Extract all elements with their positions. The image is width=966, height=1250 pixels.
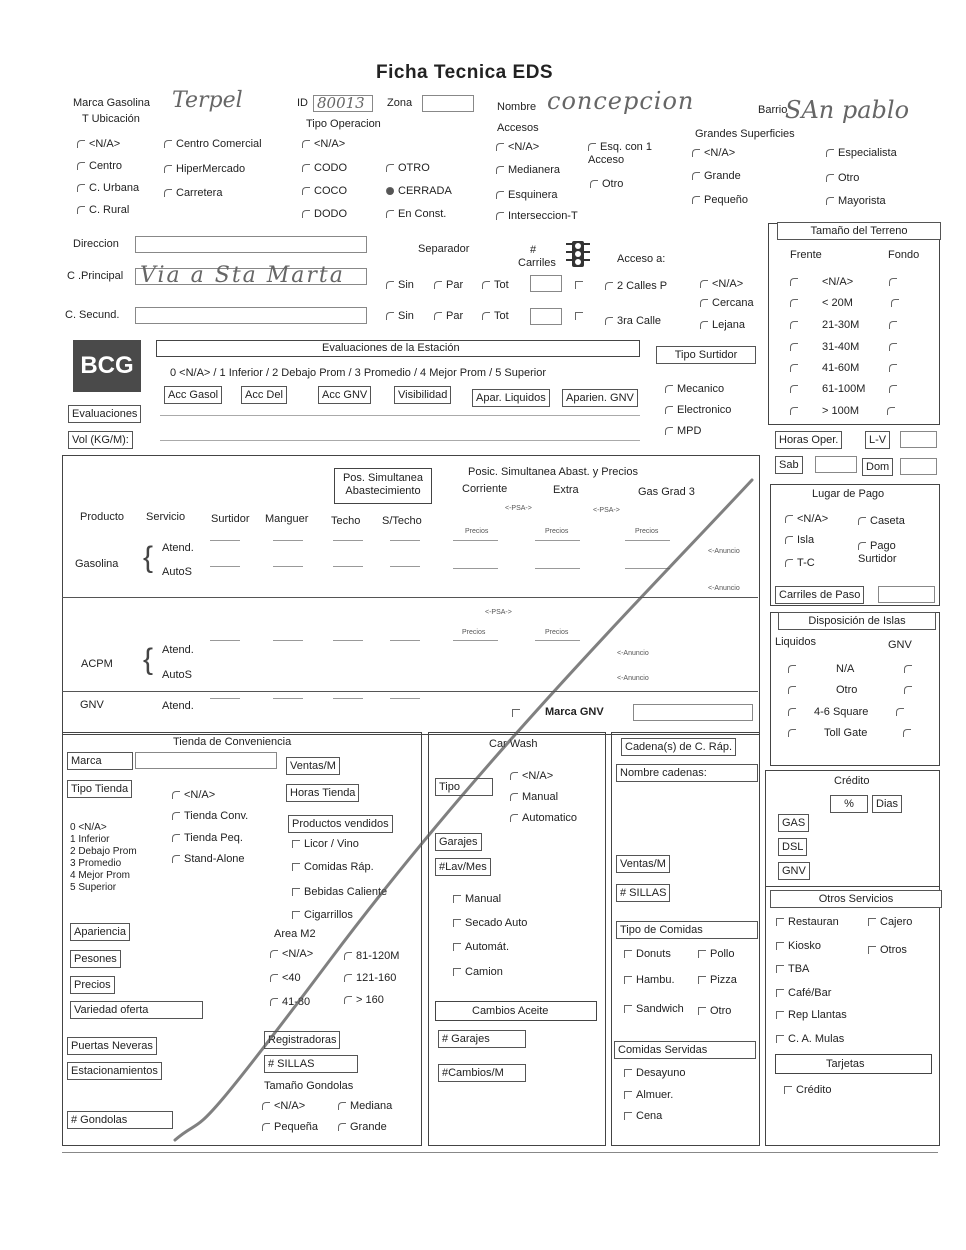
- eval-neveras: Puertas Neveras: [67, 1037, 157, 1055]
- area-label: Area M2: [274, 928, 316, 940]
- grid-stub: [333, 698, 363, 699]
- pos-precios-label: Posic. Simultanea Abast. y Precios: [468, 466, 638, 478]
- horas-label: Horas Oper.: [775, 431, 842, 449]
- carwash-opt-camion[interactable]: Camion: [453, 966, 503, 979]
- disp-row-0[interactable]: N/A: [788, 663, 916, 676]
- acceso-a-label: Acceso a:: [617, 253, 666, 265]
- terreno-row-3[interactable]: 31-40M: [790, 341, 901, 354]
- eval-line-1: [160, 415, 640, 416]
- grid-stub: [453, 540, 498, 541]
- principal-tot[interactable]: Tot: [482, 279, 509, 292]
- terreno-title: Tamaño del Terreno: [777, 222, 941, 240]
- eval-row-vol: Vol (KG/M):: [68, 431, 133, 449]
- grid-stub: [625, 568, 670, 569]
- eval-gondolas: # Gondolas: [67, 1111, 173, 1129]
- gondola-mediana[interactable]: Mediana: [338, 1100, 392, 1113]
- area-na[interactable]: <N/A>: [270, 948, 313, 961]
- acpm-autos: AutoS: [162, 669, 192, 681]
- id-label: ID: [297, 97, 308, 109]
- pos-sim-label: Pos. Simultanea Abastecimiento: [342, 472, 424, 497]
- marca-value[interactable]: Terpel: [172, 88, 243, 113]
- secund-sin[interactable]: Sin: [386, 310, 414, 323]
- sup-na[interactable]: <N/A>: [692, 147, 735, 160]
- tienda-tipo-conv[interactable]: Tienda Conv.: [172, 810, 248, 823]
- direccion-label: Direccion: [73, 238, 119, 250]
- grid-stub: [390, 640, 420, 641]
- grid-stub: [390, 698, 420, 699]
- servida-desayuno[interactable]: Desayuno: [624, 1067, 686, 1080]
- separador-label: Separador: [418, 243, 470, 255]
- acc-esq1[interactable]: Esq. con 1 Acceso: [588, 141, 652, 166]
- grid-stub: [210, 566, 240, 567]
- terreno-row-5[interactable]: 61-100M: [790, 383, 901, 396]
- credito-dsl: DSL: [778, 838, 807, 856]
- nombre-label: Nombre: [497, 101, 537, 113]
- surtidor-electronico[interactable]: Electronico: [665, 404, 731, 417]
- productos-sep2: [62, 691, 758, 692]
- grid-stub: [390, 540, 420, 541]
- carwash-title: Car Wash: [489, 738, 538, 750]
- traffic-light-icon: [565, 240, 591, 273]
- gnv-atend: Atend.: [162, 700, 194, 712]
- pago-surtidor[interactable]: Pago Surtidor: [858, 540, 897, 565]
- acpm-brace: {: [143, 643, 154, 676]
- ubicacion-rural[interactable]: C. Rural: [77, 204, 129, 217]
- calle3-opt[interactable]: 3ra Calle: [605, 315, 661, 328]
- secund-field[interactable]: [135, 307, 367, 324]
- grid-stub: [535, 640, 580, 641]
- pago-na[interactable]: <N/A>: [785, 513, 828, 526]
- comida-hambu[interactable]: Hambu.: [624, 974, 675, 987]
- prod-cigarrillos[interactable]: Cigarrillos: [292, 909, 353, 922]
- prod-bebidas[interactable]: Bebidas Caliente: [292, 886, 387, 899]
- acc-medianera[interactable]: Medianera: [496, 164, 560, 177]
- hdr-servicio: Servicio: [146, 511, 186, 523]
- marca-gnv-field[interactable]: [633, 704, 753, 721]
- cadenas-box: [611, 732, 760, 1146]
- area-gt160[interactable]: > 160: [344, 994, 384, 1007]
- grid-stub: [453, 568, 498, 569]
- eval-col-accgnv: Acc GNV: [318, 386, 371, 404]
- grid-stub: [333, 540, 363, 541]
- carwash-tipo: Tipo: [435, 778, 493, 796]
- comida-pollo[interactable]: Pollo: [698, 948, 734, 961]
- acceso-lejana[interactable]: Lejana: [700, 319, 745, 332]
- anuncio-4: <-Anuncio: [617, 675, 649, 682]
- gondola-grande[interactable]: Grande: [338, 1121, 387, 1134]
- ubicacion-urbana[interactable]: C. Urbana: [77, 182, 139, 195]
- area-40[interactable]: <40: [270, 972, 301, 985]
- comida-otro[interactable]: Otro: [698, 1005, 731, 1018]
- grid-stub: [453, 640, 498, 641]
- precios-5: Precios: [545, 629, 569, 636]
- acc-esquinera[interactable]: Esquinera: [496, 189, 558, 202]
- acceso-cercana[interactable]: Cercana: [700, 297, 754, 310]
- ubicacion-na[interactable]: <N/A>: [77, 138, 120, 151]
- ubicacion-hiper[interactable]: HiperMercado: [164, 163, 245, 176]
- ubicacion-centro[interactable]: Centro: [77, 160, 122, 173]
- extra-label: Extra: [553, 484, 579, 496]
- secund-par[interactable]: Par: [434, 310, 463, 323]
- otro-restauran[interactable]: Restauran: [776, 916, 839, 929]
- tienda-tipo-na[interactable]: <N/A>: [172, 789, 215, 802]
- area-80[interactable]: 41-80: [270, 996, 310, 1009]
- precios-1: Precios: [465, 528, 489, 535]
- eval-col-accgasol: Acc Gasol: [164, 386, 222, 404]
- tienda-productos: Productos vendidos: [288, 815, 393, 833]
- op-otro[interactable]: OTRO: [386, 162, 430, 175]
- grid-stub: [210, 698, 240, 699]
- acceso-na[interactable]: <N/A>: [700, 278, 743, 291]
- cadenas-nombre: Nombre cadenas:: [616, 764, 758, 782]
- grid-stub: [210, 640, 240, 641]
- precios-4: Precios: [462, 629, 486, 636]
- grid-stub: [273, 698, 303, 699]
- grid-stub: [535, 568, 580, 569]
- ubicacion-cc[interactable]: Centro Comercial: [164, 138, 262, 151]
- cadenas-servidas: Comidas Servidas: [614, 1041, 756, 1059]
- tienda-title: Tienda de Conveniencia: [173, 736, 292, 748]
- otro-cafe[interactable]: Café/Bar: [776, 987, 831, 1000]
- productos-sep1: [62, 597, 758, 598]
- eval-variedad: Variedad oferta: [70, 1001, 203, 1019]
- tienda-tipo-stand[interactable]: Stand-Alone: [172, 853, 245, 866]
- lugar-pago-title: Lugar de Pago: [812, 488, 885, 500]
- hdr-surtidor: Surtidor: [211, 513, 250, 525]
- carriles-paso-label: Carriles de Paso: [775, 586, 864, 604]
- hdr-producto: Producto: [80, 511, 125, 523]
- tienda-registradoras: Registradoras: [264, 1031, 340, 1049]
- frente-label: Frente: [790, 249, 822, 261]
- area-160[interactable]: 121-160: [344, 972, 396, 985]
- disp-row-1[interactable]: Otro: [788, 684, 916, 697]
- carwash-automatico[interactable]: Automatico: [510, 812, 577, 825]
- ubicacion-carretera[interactable]: Carretera: [164, 187, 222, 200]
- principal-value: Via a Sta Marta: [140, 263, 345, 288]
- tienda-scale: 0 <N/A> 1 Inferior 2 Debajo Prom 3 Promedio 4 Mejor Prom 5 Superior: [70, 822, 137, 893]
- otro-otros[interactable]: Otros: [868, 944, 907, 957]
- eval-col-accdel: Acc Del: [241, 386, 287, 404]
- terreno-row-0[interactable]: <N/A>: [790, 276, 901, 289]
- eval-col-gnv: Aparien. GNV: [562, 389, 638, 407]
- grid-stub: [535, 540, 580, 541]
- tienda-tipo: Tipo Tienda: [67, 780, 132, 798]
- principal-label: C .Principal: [67, 270, 124, 282]
- acc-otro[interactable]: Otro: [590, 178, 623, 191]
- nombre-value[interactable]: concepcion: [547, 87, 695, 115]
- op-codo[interactable]: CODO: [302, 162, 347, 175]
- tienda-ventas: Ventas/M: [286, 757, 340, 775]
- sup-otro[interactable]: Otro: [826, 172, 859, 185]
- principal-sin[interactable]: Sin: [386, 279, 414, 292]
- page-title: Ficha Tecnica EDS: [376, 62, 554, 83]
- grid-stub: [333, 566, 363, 567]
- ubicacion-label: T Ubicación: [82, 113, 140, 125]
- prod-licor[interactable]: Licor / Vino: [292, 838, 359, 851]
- operacion-label: Tipo Operacion: [306, 118, 381, 130]
- otro-tba[interactable]: TBA: [776, 963, 809, 976]
- eval-estacionamientos: Estacionamientos: [67, 1062, 162, 1080]
- tienda-sillas: # SILLAS: [264, 1055, 358, 1073]
- otro-llantas[interactable]: Rep Llantas: [776, 1009, 847, 1022]
- bcg-logo: BCG: [73, 340, 141, 392]
- surtidor-title: Tipo Surtidor: [656, 346, 756, 364]
- credito-gas: GAS: [778, 814, 809, 832]
- superficies-label: Grandes Superficies: [695, 128, 795, 140]
- credito-dias: Dias: [872, 795, 902, 813]
- eval-apariencia: Apariencia: [70, 923, 130, 941]
- fondo-label: Fondo: [888, 249, 920, 261]
- zona-field[interactable]: [422, 95, 474, 112]
- otro-mulas[interactable]: C. A. Mulas: [776, 1033, 844, 1046]
- servida-almuer[interactable]: Almuer.: [624, 1089, 673, 1102]
- secund-chk[interactable]: [575, 310, 587, 323]
- eval-title: Evaluaciones de la Estación: [322, 342, 460, 354]
- tarjeta-credito[interactable]: Crédito: [784, 1084, 831, 1097]
- op-enconst[interactable]: En Const.: [386, 208, 446, 221]
- eval-col-visibilidad: Visibilidad: [394, 386, 451, 404]
- anuncio-1: <-Anuncio: [708, 548, 740, 555]
- carwash-opt-secado[interactable]: Secado Auto: [453, 917, 527, 930]
- carwash-opt-manual[interactable]: Manual: [453, 893, 501, 906]
- tienda-horas: Horas Tienda: [286, 784, 359, 802]
- gondola-pequena[interactable]: Pequeña: [262, 1121, 318, 1134]
- direccion-field[interactable]: [135, 236, 367, 253]
- pago-isla[interactable]: Isla: [785, 534, 814, 547]
- grid-stub: [625, 540, 670, 541]
- otro-cajero[interactable]: Cajero: [868, 916, 912, 929]
- disp-liquidos: Liquidos: [775, 636, 816, 648]
- eval-scale: 0 <N/A> / 1 Inferior / 2 Debajo Prom / 3 Promedio / 4 Mejor Prom / 5 Superior: [170, 367, 546, 379]
- pago-caseta[interactable]: Caseta: [858, 515, 905, 528]
- hdr-techo: Techo: [331, 515, 361, 527]
- eval-row-evaluaciones: Evaluaciones: [68, 405, 141, 423]
- tienda-tipo-peq[interactable]: Tienda Peq.: [172, 832, 243, 845]
- comida-pizza[interactable]: Pizza: [698, 974, 737, 987]
- horas-lv: L-V: [865, 431, 890, 449]
- acpm-atend: Atend.: [162, 644, 194, 656]
- sup-especialista[interactable]: Especialista: [826, 147, 897, 160]
- sup-mayorista[interactable]: Mayorista: [826, 195, 886, 208]
- op-na[interactable]: <N/A>: [302, 138, 345, 151]
- accesos-label: Accesos: [497, 122, 539, 134]
- anuncio-3: <-Anuncio: [617, 650, 649, 657]
- comida-sandwich[interactable]: Sandwich: [624, 1003, 684, 1016]
- principal-par[interactable]: Par: [434, 279, 463, 292]
- eval-precios: Precios: [70, 976, 115, 994]
- horas-sab-field[interactable]: [815, 456, 857, 473]
- disp-row-3[interactable]: Toll Gate: [788, 727, 915, 740]
- cadenas-tipo: Tipo de Comidas: [616, 921, 758, 939]
- otro-kiosko[interactable]: Kiosko: [776, 940, 821, 953]
- horas-dom: Dom: [862, 458, 893, 476]
- disp-gnv: GNV: [888, 639, 912, 651]
- prod-comidas[interactable]: Comidas Ráp.: [292, 861, 374, 874]
- terreno-row-6[interactable]: > 100M: [790, 405, 899, 418]
- credito-gnv: GNV: [778, 862, 810, 880]
- gnv-chk[interactable]: [512, 707, 524, 720]
- cambios-garajes: # Garajes: [438, 1030, 526, 1048]
- zona-label: Zona: [387, 97, 413, 109]
- terreno-row-1[interactable]: < 20M: [790, 297, 903, 310]
- acpm-label: ACPM: [81, 658, 113, 670]
- barrio-label: Barrio: [758, 104, 788, 116]
- comida-donuts[interactable]: Donuts: [624, 948, 671, 961]
- eval-line-2: [160, 440, 640, 441]
- eval-pesones: Pesones: [70, 950, 121, 968]
- psa-2: <-PSA->: [593, 507, 620, 514]
- gasolina-label: Gasolina: [75, 558, 119, 570]
- bottom-rule: [62, 1152, 938, 1153]
- tarjetas-title: Tarjetas: [826, 1058, 865, 1070]
- precios-3: Precios: [635, 528, 659, 535]
- anuncio-2: <-Anuncio: [708, 585, 740, 592]
- sup-grande[interactable]: Grande: [692, 170, 741, 183]
- cadenas-ventas: Ventas/M: [616, 855, 670, 873]
- grid-stub: [273, 640, 303, 641]
- secund-carriles[interactable]: [530, 308, 562, 325]
- carwash-manual[interactable]: Manual: [510, 791, 558, 804]
- gondola-na[interactable]: <N/A>: [262, 1100, 305, 1113]
- grid-stub: [333, 640, 363, 641]
- grid-stub: [210, 540, 240, 541]
- calles2-opt[interactable]: 2 Calles P: [605, 280, 667, 293]
- tienda-marca: Marca: [67, 752, 133, 770]
- eval-col-liquidos: Apar. Liquidos: [472, 389, 550, 407]
- principal-carriles[interactable]: [530, 275, 562, 292]
- horas-lv-field[interactable]: [900, 431, 937, 448]
- carwash-opt-automat[interactable]: Automát.: [453, 941, 509, 954]
- sup-pequeno[interactable]: Pequeño: [692, 194, 748, 207]
- cambios-title: Cambios Aceite: [472, 1005, 549, 1017]
- grid-stub: [390, 566, 420, 567]
- precios-2: Precios: [545, 528, 569, 535]
- acc-na[interactable]: <N/A>: [496, 141, 539, 154]
- hdr-stecho: S/Techo: [382, 515, 422, 527]
- op-dodo[interactable]: DODO: [302, 208, 347, 221]
- surtidor-mpd[interactable]: MPD: [665, 425, 701, 438]
- barrio-value[interactable]: SAn pablo: [785, 96, 910, 124]
- credito-pct: %: [830, 795, 868, 813]
- gasolina-brace: {: [143, 541, 154, 574]
- marca-gnv-label: Marca GNV: [545, 706, 604, 718]
- pago-tc[interactable]: T-C: [785, 557, 815, 570]
- gnv-label: GNV: [80, 699, 104, 711]
- surtidor-mecanico[interactable]: Mecanico: [665, 383, 724, 396]
- principal-chk[interactable]: [575, 279, 587, 292]
- area-120[interactable]: 81-120M: [344, 950, 399, 963]
- secund-tot[interactable]: Tot: [482, 310, 509, 323]
- credito-title: Crédito: [834, 775, 870, 787]
- horas-sab: Sab: [775, 456, 803, 474]
- carriles-label: # Carriles: [518, 244, 556, 269]
- gondolas-label: Tamaño Gondolas: [264, 1080, 354, 1092]
- disposicion-title: Disposición de Islas: [778, 612, 936, 630]
- gasgrad-label: Gas Grad 3: [638, 486, 695, 498]
- hdr-manguer: Manguer: [265, 513, 309, 525]
- cadenas-sillas: # SILLAS: [616, 884, 670, 902]
- disp-row-2[interactable]: 4-6 Square: [788, 706, 908, 719]
- tienda-marca-field[interactable]: [135, 752, 277, 769]
- gasolina-atend: Atend.: [162, 542, 194, 554]
- grid-stub: [273, 540, 303, 541]
- carwash-lav: #Lav/Mes: [435, 858, 491, 876]
- terreno-row-2[interactable]: 21-30M: [790, 319, 901, 332]
- op-coco[interactable]: COCO: [302, 185, 347, 198]
- carriles-paso-field[interactable]: [878, 586, 935, 603]
- terreno-row-4[interactable]: 41-60M: [790, 362, 901, 375]
- otros-title: Otros Servicios: [770, 890, 942, 908]
- psa-1: <-PSA->: [505, 505, 532, 512]
- psa-3: <-PSA->: [485, 609, 512, 616]
- cambios-m: #Cambios/M: [438, 1064, 526, 1082]
- servida-cena[interactable]: Cena: [624, 1110, 662, 1123]
- marca-label: Marca Gasolina: [73, 97, 151, 109]
- gasolina-autos: AutoS: [162, 566, 192, 578]
- corriente-label: Corriente: [462, 483, 508, 495]
- grid-stub: [273, 566, 303, 567]
- acc-interseccion[interactable]: Interseccion-T: [496, 210, 578, 223]
- id-value: 80013: [317, 94, 365, 112]
- horas-dom-field[interactable]: [900, 458, 937, 475]
- cadenas-title: Cadena(s) de C. Ráp.: [621, 738, 736, 756]
- carwash-garajes: Garajes: [435, 833, 482, 851]
- carwash-na[interactable]: <N/A>: [510, 770, 553, 783]
- op-cerrada[interactable]: CERRADA: [386, 185, 452, 198]
- secund-label: C. Secund.: [65, 309, 120, 321]
